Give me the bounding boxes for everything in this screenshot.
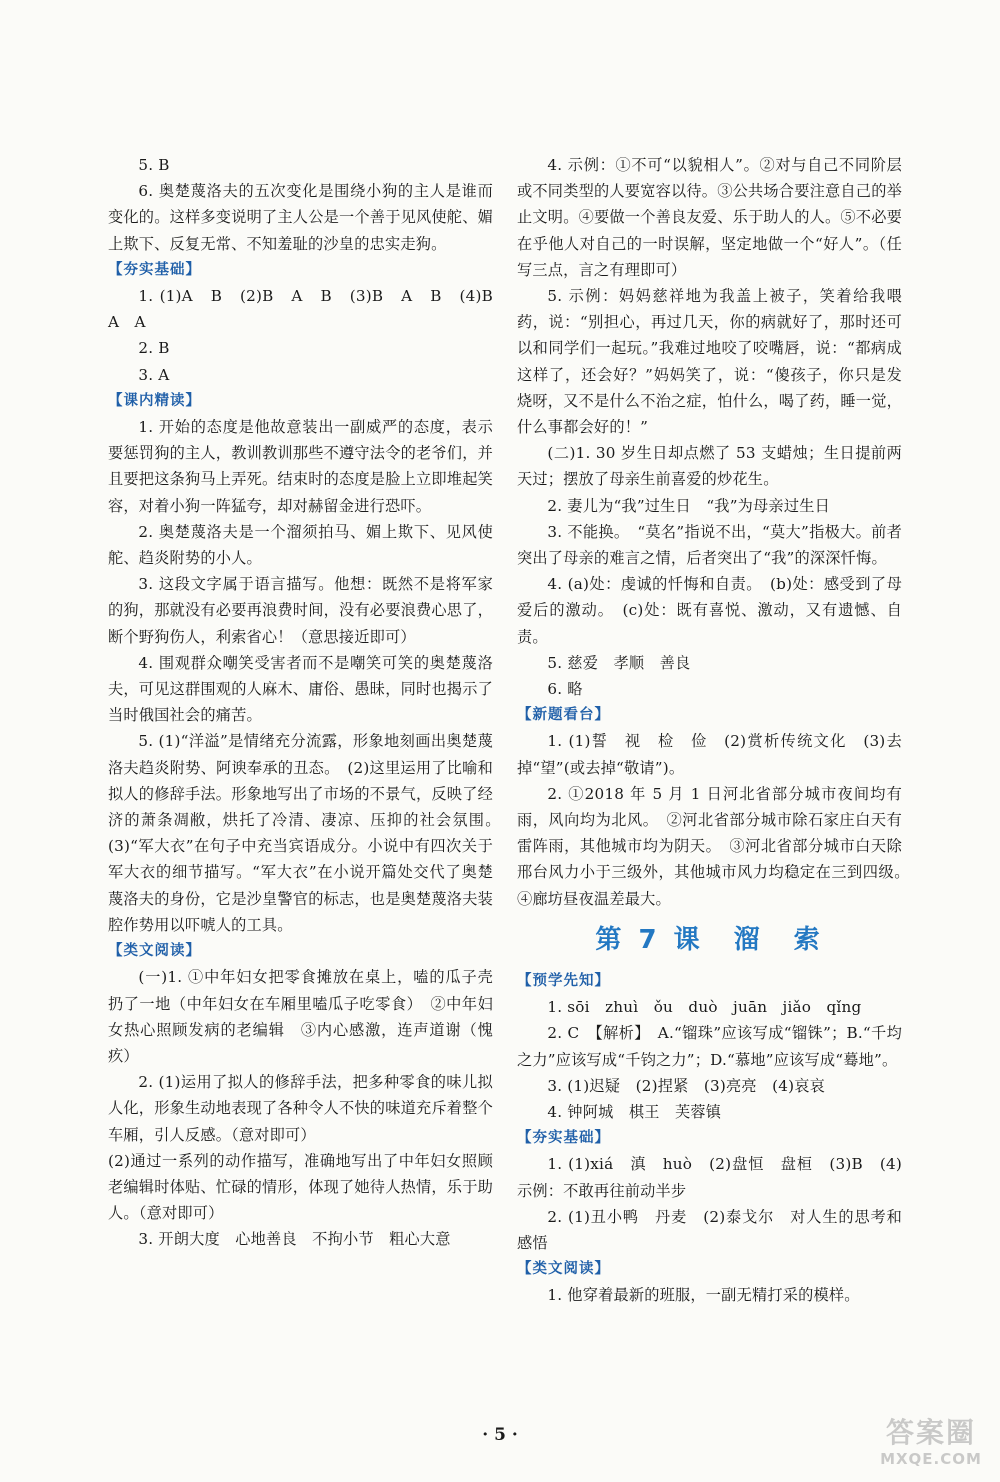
- answer-paragraph: 4. (a)处：虔诚的忏悔和自责。 (b)处：感受到了母爱后的激动。 (c)处：既有喜悦、激动，又有遗憾、自责。: [517, 575, 902, 646]
- answer-paragraph: 5. (1)“洋溢”是情绪充分流露，形象地刻画出奥楚蔑洛夫趋炎附势、阿谀奉承的丑态。 (2)这里运用了比喻和拟人的修辞手法。形象地写出了市场的不景气，反映了经济的萧条凋敝，烘托了冷清、凄凉、压抑的社会氛围。 (3)“军大衣”在句子中充当宾语成分。小说中有四次关于军大衣的细节描写。“军大衣”在小说开篇处交代了奥楚蔑洛夫的身份，它是沙皇警官的标志，也是奥楚蔑洛夫装腔作势用以吓唬人的工具。: [108, 732, 509, 934]
- answer-paragraph: 4. 钟阿城 棋王 芙蓉镇: [547, 1102, 722, 1121]
- page-number: · 5 ·: [482, 1425, 518, 1445]
- answer-paragraph: 2. ①2018 年 5 月 1 日河北省部分城市夜间均有雨，风向均为北风。 ②河北省部分城市除石家庄白天有雷阵雨，其他城市均为阴天。 ③河北省部分城市白天除邢台风力小于三级外，其他城市风力均稳定在三到四级。 ④廊坊昼夜温差最大。: [517, 784, 918, 908]
- answer-paragraph: 2. B: [138, 339, 170, 358]
- answer-paragraph: 6. 奥楚蔑洛夫的五次变化是围绕小狗的主人是谁而变化的。这样多变说明了主人公是一个善于见风使舵、媚上欺下、反复无常、不知羞耻的沙皇的忠实走狗。: [108, 182, 493, 253]
- watermark: [872, 1416, 990, 1474]
- lesson-title: 第 7 课 溜 索: [595, 924, 824, 955]
- answer-paragraph: 3. A: [138, 365, 170, 384]
- answer-paragraph: 1. (1)xiá 滇 huò (2)盘恒 盘桓 (3)B (4)示例：不敢再往前动半步: [517, 1155, 902, 1200]
- answer-paragraph: 4. 示例：①不可“以貌相人”。②对与自己不同阶层或不同类型的人要宽容以待。③公共场合要注意自己的举止文明。④要做一个善良友爱、乐于助人的人。⑤不必要在乎他人对自己的一时误解，坚定地做一个“好人”。（任写三点，言之有理即可）: [517, 156, 902, 279]
- section-heading: 【类文阅读】: [517, 1261, 610, 1278]
- answer-paragraph: (二)1. 30 岁生日却点燃了 53 支蜡烛；生日提前两天过；摆放了母亲生前喜爱的炒花生。: [517, 444, 902, 489]
- watermark-logo: 答案圈: [885, 1416, 976, 1449]
- section-heading: 【夯实基础】: [517, 1130, 610, 1147]
- answer-paragraph: 1. 他穿着最新的班服，一副无精打采的模样。: [547, 1286, 860, 1305]
- section-heading: 【类文阅读】: [108, 943, 201, 960]
- answer-paragraph: 3. 开朗大度 心地善良 不拘小节 粗心大意: [138, 1230, 451, 1249]
- answer-paragraph: (一)1. ①中年妇女把零食摊放在桌上，嗑的瓜子壳扔了一地（中年妇女在车厢里嗑瓜子吃零食） ②中年妇女热心照顾发病的老编辑 ③内心感激，连声道谢（愧疚）: [108, 968, 493, 1065]
- answer-paragraph: 3. (1)迟疑 (2)捏紧 (3)亮亮 (4)哀哀: [547, 1076, 826, 1095]
- answer-paragraph: 4. 围观群众嘲笑受害者而不是嘲笑可笑的奥楚蔑洛夫，可见这群围观的人麻木、庸俗、愚昧，同时也揭示了当时俄国社会的痛苦。: [108, 653, 493, 725]
- answer-paragraph: 5. 示例：妈妈慈祥地为我盖上被子，笑着给我喂药，说：“别担心，再过几天，你的病就好了，那时还可以和同学们一起玩。”我难过地咬了咬嘴唇，说：“都病成这样了，还会好？”妈妈笑了，说：“傻孩子，你只是发烧呀，又不是什么不治之症，怕什么，喝了药，睡一觉，什么事都会好的！”: [517, 287, 902, 437]
- answer-paragraph: 1. (1)A B (2)B A B (3)B A B (4)B A A: [108, 287, 509, 332]
- answer-paragraph: 1. 开始的态度是他故意装出一副威严的态度，表示要惩罚狗的主人，教训教训那些不遵守法令的老爷们，并且要把这条狗马上弄死。结束时的态度是脸上立即堆起笑容，对着小狗一阵猛夸，却对赫留金进行恐吓。: [108, 418, 493, 515]
- answer-paragraph: 3. 不能换。 “莫名”指说不出，“莫大”指极大。前者突出了母亲的难言之情，后者突出了“我”的深深忏悔。: [517, 522, 902, 568]
- right-column: [517, 152, 918, 1309]
- answer-paragraph: 2. (1)丑小鸭 丹麦 (2)泰戈尔 对人生的思考和感悟: [517, 1207, 902, 1252]
- section-heading: 【夯实基础】: [108, 261, 201, 278]
- answer-paragraph: 1. (1)誓 视 检 俭 (2)赏析传统文化 (3)去掉“望”(或去掉“敬请”)。: [517, 732, 902, 777]
- left-column: [108, 152, 509, 1253]
- answer-paragraph: 5. 慈爱 孝顺 善良: [547, 653, 691, 672]
- watermark-url: MXQE.COM: [880, 1450, 982, 1468]
- answer-paragraph: 1. sōi zhuì ǒu duò juān jiǎo qǐng: [547, 998, 862, 1017]
- answer-paragraph: 3. 这段文字属于语言描写。他想：既然不是将军家的狗，那就没有必要再浪费时间，没有必要浪费心思了，断个野狗伤人，利索省心！（意思接近即可）: [108, 575, 493, 646]
- answer-paragraph: 2. 妻儿为“我”过生日 “我”为母亲过生日: [547, 496, 830, 515]
- section-heading: 【预学先知】: [517, 972, 610, 989]
- answer-paragraph: (2)通过一系列的动作描写，准确地写出了中年妇女照顾老编辑时体贴、忙碌的情形，体现了她待人热情，乐于助人。（意对即可）: [108, 1151, 493, 1223]
- answer-paragraph: 2. 奥楚蔑洛夫是一个溜须拍马、媚上欺下、见风使舵、趋炎附势的小人。: [108, 522, 493, 568]
- answer-paragraph: 5. B: [138, 156, 170, 174]
- section-heading: 【新题看台】: [517, 707, 610, 724]
- answer-paragraph: 6. 略: [547, 680, 583, 699]
- answer-paragraph: 2. C 【解析】 A.“镏珠”应该写成“镏铢”；B.“千均之力”应该写成“千钧之力”；D.“慕地”应该写成“蓦地”。: [517, 1024, 902, 1069]
- answer-paragraph: 2. (1)运用了拟人的修辞手法，把多种零食的味儿拟人化，形象生动地表现了各种令人不快的味道充斥着整个车厢，引人反感。（意对即可）: [108, 1073, 493, 1144]
- section-heading: 【课内精读】: [108, 392, 201, 409]
